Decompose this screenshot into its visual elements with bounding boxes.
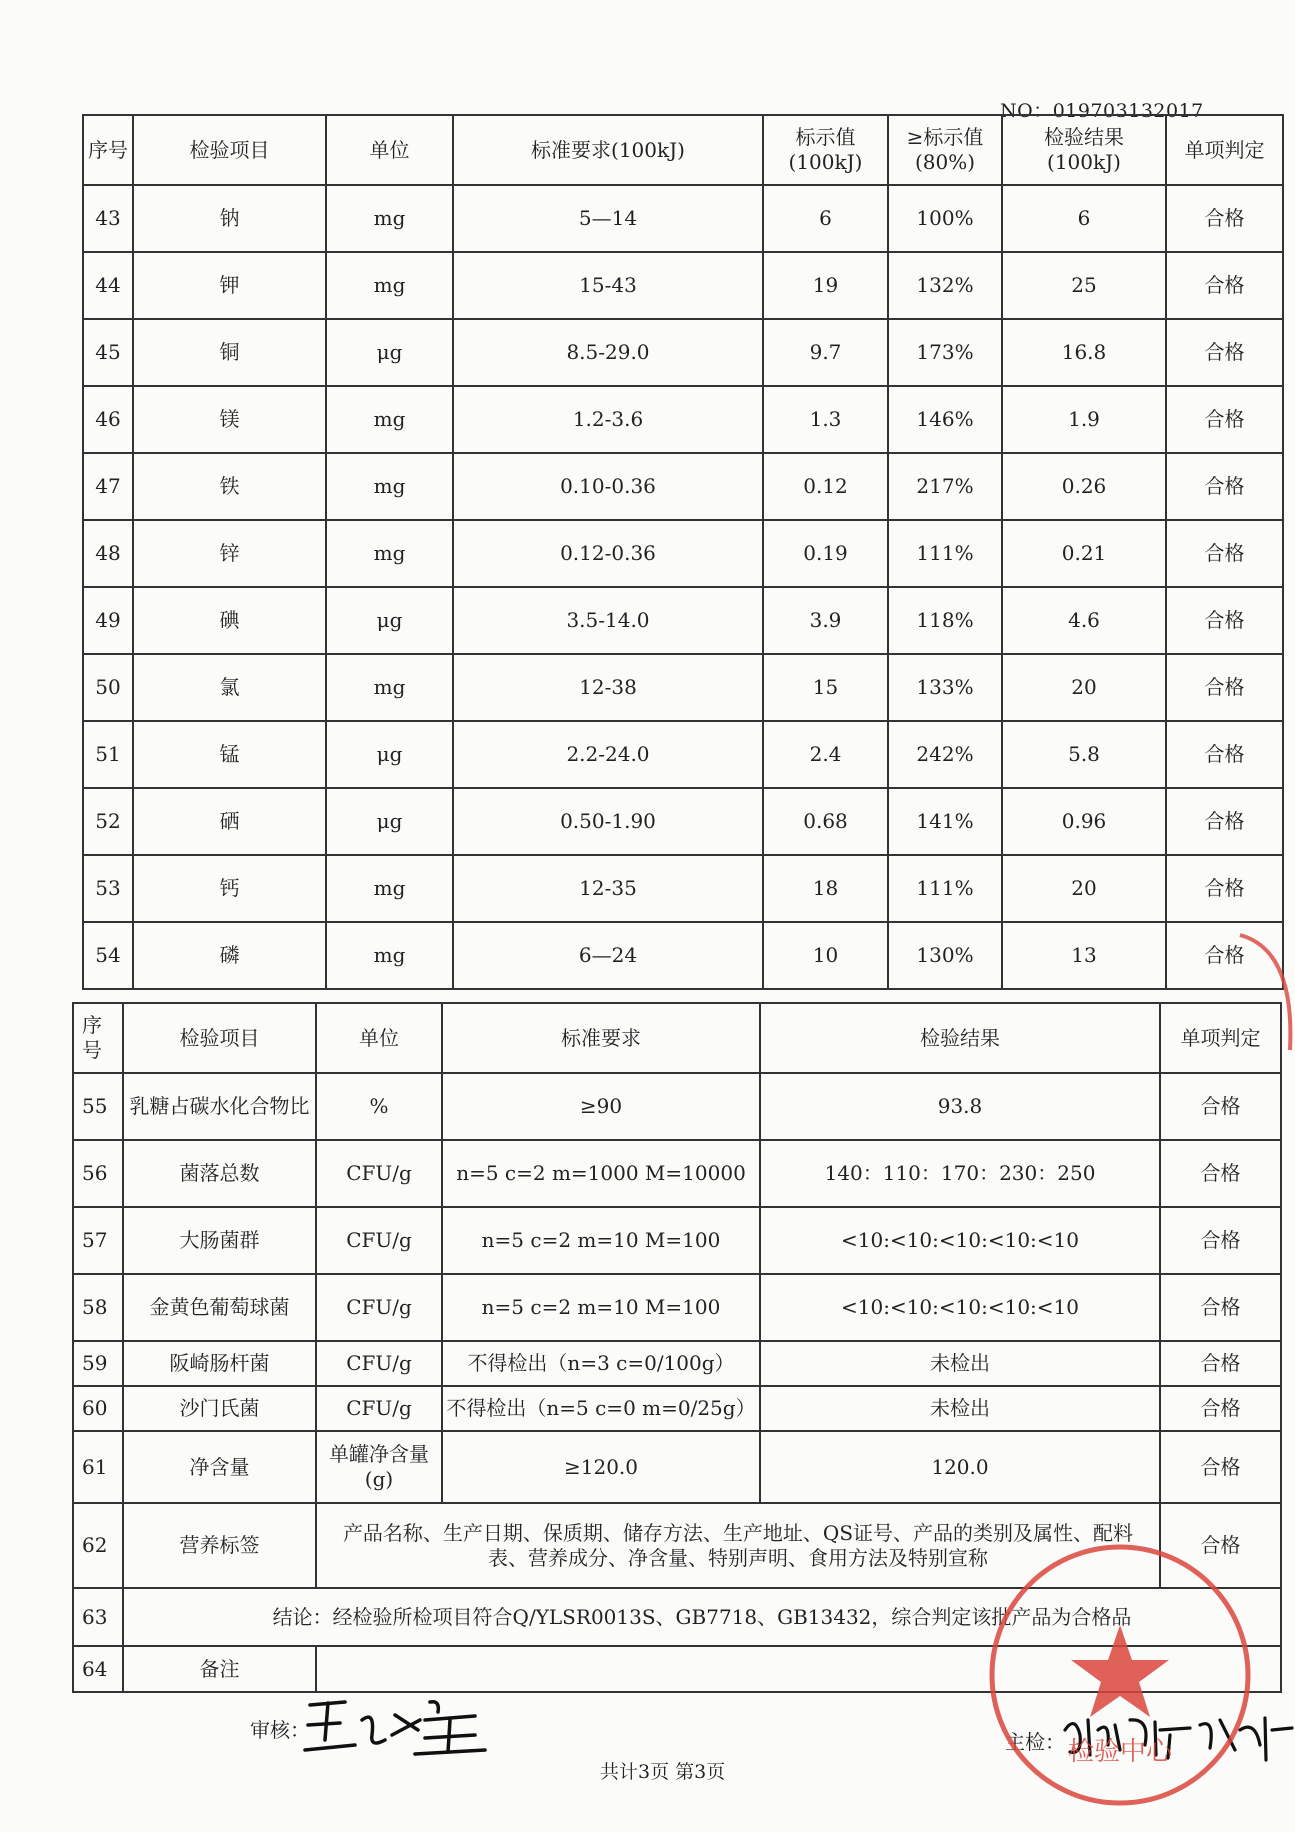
result-cell: 13 [1002,922,1166,989]
seq-cell: 56 [73,1140,123,1207]
unit-cell: mg [326,386,453,453]
table-row [83,922,1283,989]
header-seq: 序号 [83,115,133,185]
table-row [73,1073,1281,1140]
result-cell: 1.9 [1002,386,1166,453]
verdict-cell: 合格 [1160,1341,1281,1386]
seq-cell: 62 [73,1503,123,1588]
standard-cell: 0.12-0.36 [453,520,763,587]
verdict-cell: 合格 [1160,1431,1281,1503]
item-cell: 硒 [133,788,326,855]
header-unit: 单位 [326,115,453,185]
result-cell: 0.21 [1002,520,1166,587]
percent-cell: 133% [888,654,1002,721]
table-row [83,587,1283,654]
item-cell: 营养标签 [123,1503,316,1588]
verdict-cell: 合格 [1166,319,1283,386]
unit-cell: mg [326,855,453,922]
verdict-cell: 合格 [1166,520,1283,587]
percent-cell: 111% [888,855,1002,922]
verdict-cell: 合格 [1166,788,1283,855]
label-value-cell: 6 [763,185,888,252]
table-row [83,855,1283,922]
label-value-cell: 18 [763,855,888,922]
result-cell: <10:<10:<10:<10:<10 [760,1274,1160,1341]
percent-cell: 130% [888,922,1002,989]
standard-cell: 0.10-0.36 [453,453,763,520]
seq-cell: 52 [83,788,133,855]
standard-cell: n=5 c=2 m=10 M=100 [442,1274,760,1341]
seq-cell: 50 [83,654,133,721]
percent-cell: 111% [888,520,1002,587]
header-item: 检验项目 [123,1003,316,1073]
unit-cell: CFU/g [316,1386,442,1431]
header-verdict: 单项判定 [1160,1003,1281,1073]
label-value-cell: 0.19 [763,520,888,587]
table-row [73,1140,1281,1207]
standard-cell: ≥120.0 [442,1431,760,1503]
seq-cell: 54 [83,922,133,989]
result-cell: 20 [1002,855,1166,922]
table-header-row [83,115,1283,185]
item-cell: 钾 [133,252,326,319]
header-verdict: 单项判定 [1166,115,1283,185]
unit-cell: 单罐净含量(g) [316,1431,442,1503]
seq-cell: 49 [83,587,133,654]
standard-cell: 12-35 [453,855,763,922]
standard-cell: 12-38 [453,654,763,721]
standard-cell: 2.2-24.0 [453,721,763,788]
seq-cell: 43 [83,185,133,252]
verdict-cell: 合格 [1160,1140,1281,1207]
table-row [83,788,1283,855]
result-cell: 5.8 [1002,721,1166,788]
seq-cell: 57 [73,1207,123,1274]
percent-cell: 141% [888,788,1002,855]
result-cell: 16.8 [1002,319,1166,386]
standard-cell: 15-43 [453,252,763,319]
inspector-label: 主检： [1005,1730,1065,1754]
label-value-cell: 9.7 [763,319,888,386]
seq-cell: 63 [73,1588,123,1646]
item-cell: 净含量 [123,1431,316,1503]
table-row [83,319,1283,386]
item-cell: 锌 [133,520,326,587]
table-row [73,1341,1281,1386]
percent-cell: 217% [888,453,1002,520]
seq-cell: 51 [83,721,133,788]
item-cell: 镁 [133,386,326,453]
standard-cell: 5—14 [453,185,763,252]
standard-cell: 6—24 [453,922,763,989]
unit-cell: mg [326,453,453,520]
unit-cell: mg [326,185,453,252]
table-row [73,1274,1281,1341]
label-value-cell: 15 [763,654,888,721]
standard-cell: 8.5-29.0 [453,319,763,386]
header-result: 检验结果 [760,1003,1160,1073]
verdict-cell: 合格 [1166,654,1283,721]
report-number: NO：019703132017 [1000,100,1204,122]
standard-cell: 不得检出（n=3 c=0/100g） [442,1341,760,1386]
partial-seal [1230,930,1295,1060]
verdict-cell: 合格 [1166,453,1283,520]
seq-cell: 64 [73,1646,123,1692]
verdict-cell: 合格 [1166,855,1283,922]
header-label-value-text: 标示值 (100kJ) [788,125,863,174]
seq-cell: 45 [83,319,133,386]
result-cell: 120.0 [760,1431,1160,1503]
verdict-cell: 合格 [1160,1274,1281,1341]
item-cell: 金黄色葡萄球菌 [123,1274,316,1341]
unit-cell: mg [326,922,453,989]
unit-cell: CFU/g [316,1274,442,1341]
standard-cell: 3.5-14.0 [453,587,763,654]
label-value-cell: 1.3 [763,386,888,453]
result-cell: 未检出 [760,1341,1160,1386]
unit-cell: μg [326,319,453,386]
unit-cell: μg [326,721,453,788]
verdict-cell: 合格 [1166,386,1283,453]
item-cell: 阪崎肠杆菌 [123,1341,316,1386]
reviewer-label: 审核： [250,1718,310,1742]
standard-cell: ≥90 [442,1073,760,1140]
verdict-cell: 合格 [1166,252,1283,319]
item-cell: 钙 [133,855,326,922]
table-row [83,654,1283,721]
table-row [83,185,1283,252]
table-row [83,520,1283,587]
standard-cell: n=5 c=2 m=10 M=100 [442,1207,760,1274]
seq-cell: 44 [83,252,133,319]
nutrient-table [82,114,1284,990]
verdict-cell: 合格 [1160,1503,1281,1588]
seq-cell: 58 [73,1274,123,1341]
unit-cell: mg [326,520,453,587]
conclusion-cell: 结论：经检验所检项目符合Q/YLSR0013S、GB7718、GB13432，综合判定该批产品为合格品 [123,1588,1281,1646]
seq-cell: 61 [73,1431,123,1503]
company-seal [985,1540,1255,1810]
percent-cell: 132% [888,252,1002,319]
seq-cell: 48 [83,520,133,587]
unit-cell: CFU/g [316,1207,442,1274]
page-footer: 共计3页 第3页 [600,1761,726,1783]
table-row [83,453,1283,520]
seq-cell: 60 [73,1386,123,1431]
label-value-cell: 2.4 [763,721,888,788]
label-value-cell: 0.12 [763,453,888,520]
label-value-cell: 10 [763,922,888,989]
item-cell: 碘 [133,587,326,654]
unit-cell: mg [326,252,453,319]
standard-cell: 0.50-1.90 [453,788,763,855]
verdict-cell: 合格 [1160,1073,1281,1140]
table-row [83,721,1283,788]
table-row [73,1386,1281,1431]
verdict-cell: 合格 [1160,1207,1281,1274]
percent-cell: 173% [888,319,1002,386]
seq-cell: 46 [83,386,133,453]
result-cell: 4.6 [1002,587,1166,654]
result-cell: 未检出 [760,1386,1160,1431]
header-percent [888,115,1002,185]
header-result [1002,115,1166,185]
label-value-cell: 19 [763,252,888,319]
remark-label: 备注 [123,1646,316,1692]
result-cell: 0.96 [1002,788,1166,855]
seq-cell: 53 [83,855,133,922]
svg-text:检验中心: 检验中心 [1067,1737,1173,1767]
result-cell: 25 [1002,252,1166,319]
result-cell: 93.8 [760,1073,1160,1140]
item-cell: 磷 [133,922,326,989]
table-row [73,1207,1281,1274]
percent-cell: 242% [888,721,1002,788]
header-seq: 序号 [73,1003,123,1073]
item-cell: 沙门氏菌 [123,1386,316,1431]
verdict-cell: 合格 [1166,587,1283,654]
percent-cell: 146% [888,386,1002,453]
header-percent-text: ≥标示值 (80%) [906,125,984,174]
standard-cell: 不得检出（n=5 c=0 m=0/25g） [442,1386,760,1431]
verdict-cell: 合格 [1166,922,1283,989]
standard-cell: n=5 c=2 m=1000 M=10000 [442,1140,760,1207]
item-cell: 钠 [133,185,326,252]
unit-cell: CFU/g [316,1140,442,1207]
header-item: 检验项目 [133,115,326,185]
label-value-cell: 3.9 [763,587,888,654]
verdict-cell: 合格 [1160,1386,1281,1431]
item-cell: 大肠菌群 [123,1207,316,1274]
item-cell: 铜 [133,319,326,386]
item-cell: 菌落总数 [123,1140,316,1207]
result-cell: 0.26 [1002,453,1166,520]
item-cell: 氯 [133,654,326,721]
result-cell: 20 [1002,654,1166,721]
verdict-cell: 合格 [1166,721,1283,788]
unit-cell: CFU/g [316,1341,442,1386]
item-cell: 铁 [133,453,326,520]
verdict-cell: 合格 [1166,185,1283,252]
unit-cell: μg [326,587,453,654]
seq-cell: 55 [73,1073,123,1140]
seq-cell: 47 [83,453,133,520]
header-standard: 标准要求 [442,1003,760,1073]
result-cell: 140：110：170：230：250 [760,1140,1160,1207]
seq-cell: 59 [73,1341,123,1386]
header-standard: 标准要求(100kJ) [453,115,763,185]
unit-cell: μg [326,788,453,855]
table-row [83,386,1283,453]
header-result-text: 检验结果 (100kJ) [1044,125,1124,174]
percent-cell: 118% [888,587,1002,654]
header-unit: 单位 [316,1003,442,1073]
percent-cell: 100% [888,185,1002,252]
unit-cell: % [316,1073,442,1140]
result-cell: <10:<10:<10:<10:<10 [760,1207,1160,1274]
reviewer-signature [300,1690,490,1765]
result-cell: 6 [1002,185,1166,252]
table-header-row [73,1003,1281,1073]
header-label-value [763,115,888,185]
table-row [73,1431,1281,1503]
item-cell: 锰 [133,721,326,788]
item-cell: 乳糖占碳水化合物比 [123,1073,316,1140]
table-row [83,252,1283,319]
label-detail-cell: 产品名称、生产日期、保质期、储存方法、生产地址、QS证号、产品的类别及属性、配料表、营养成分、净含量、特别声明、食用方法及特别宣称 [316,1503,1160,1588]
standard-cell: 1.2-3.6 [453,386,763,453]
label-value-cell: 0.68 [763,788,888,855]
unit-cell: mg [326,654,453,721]
